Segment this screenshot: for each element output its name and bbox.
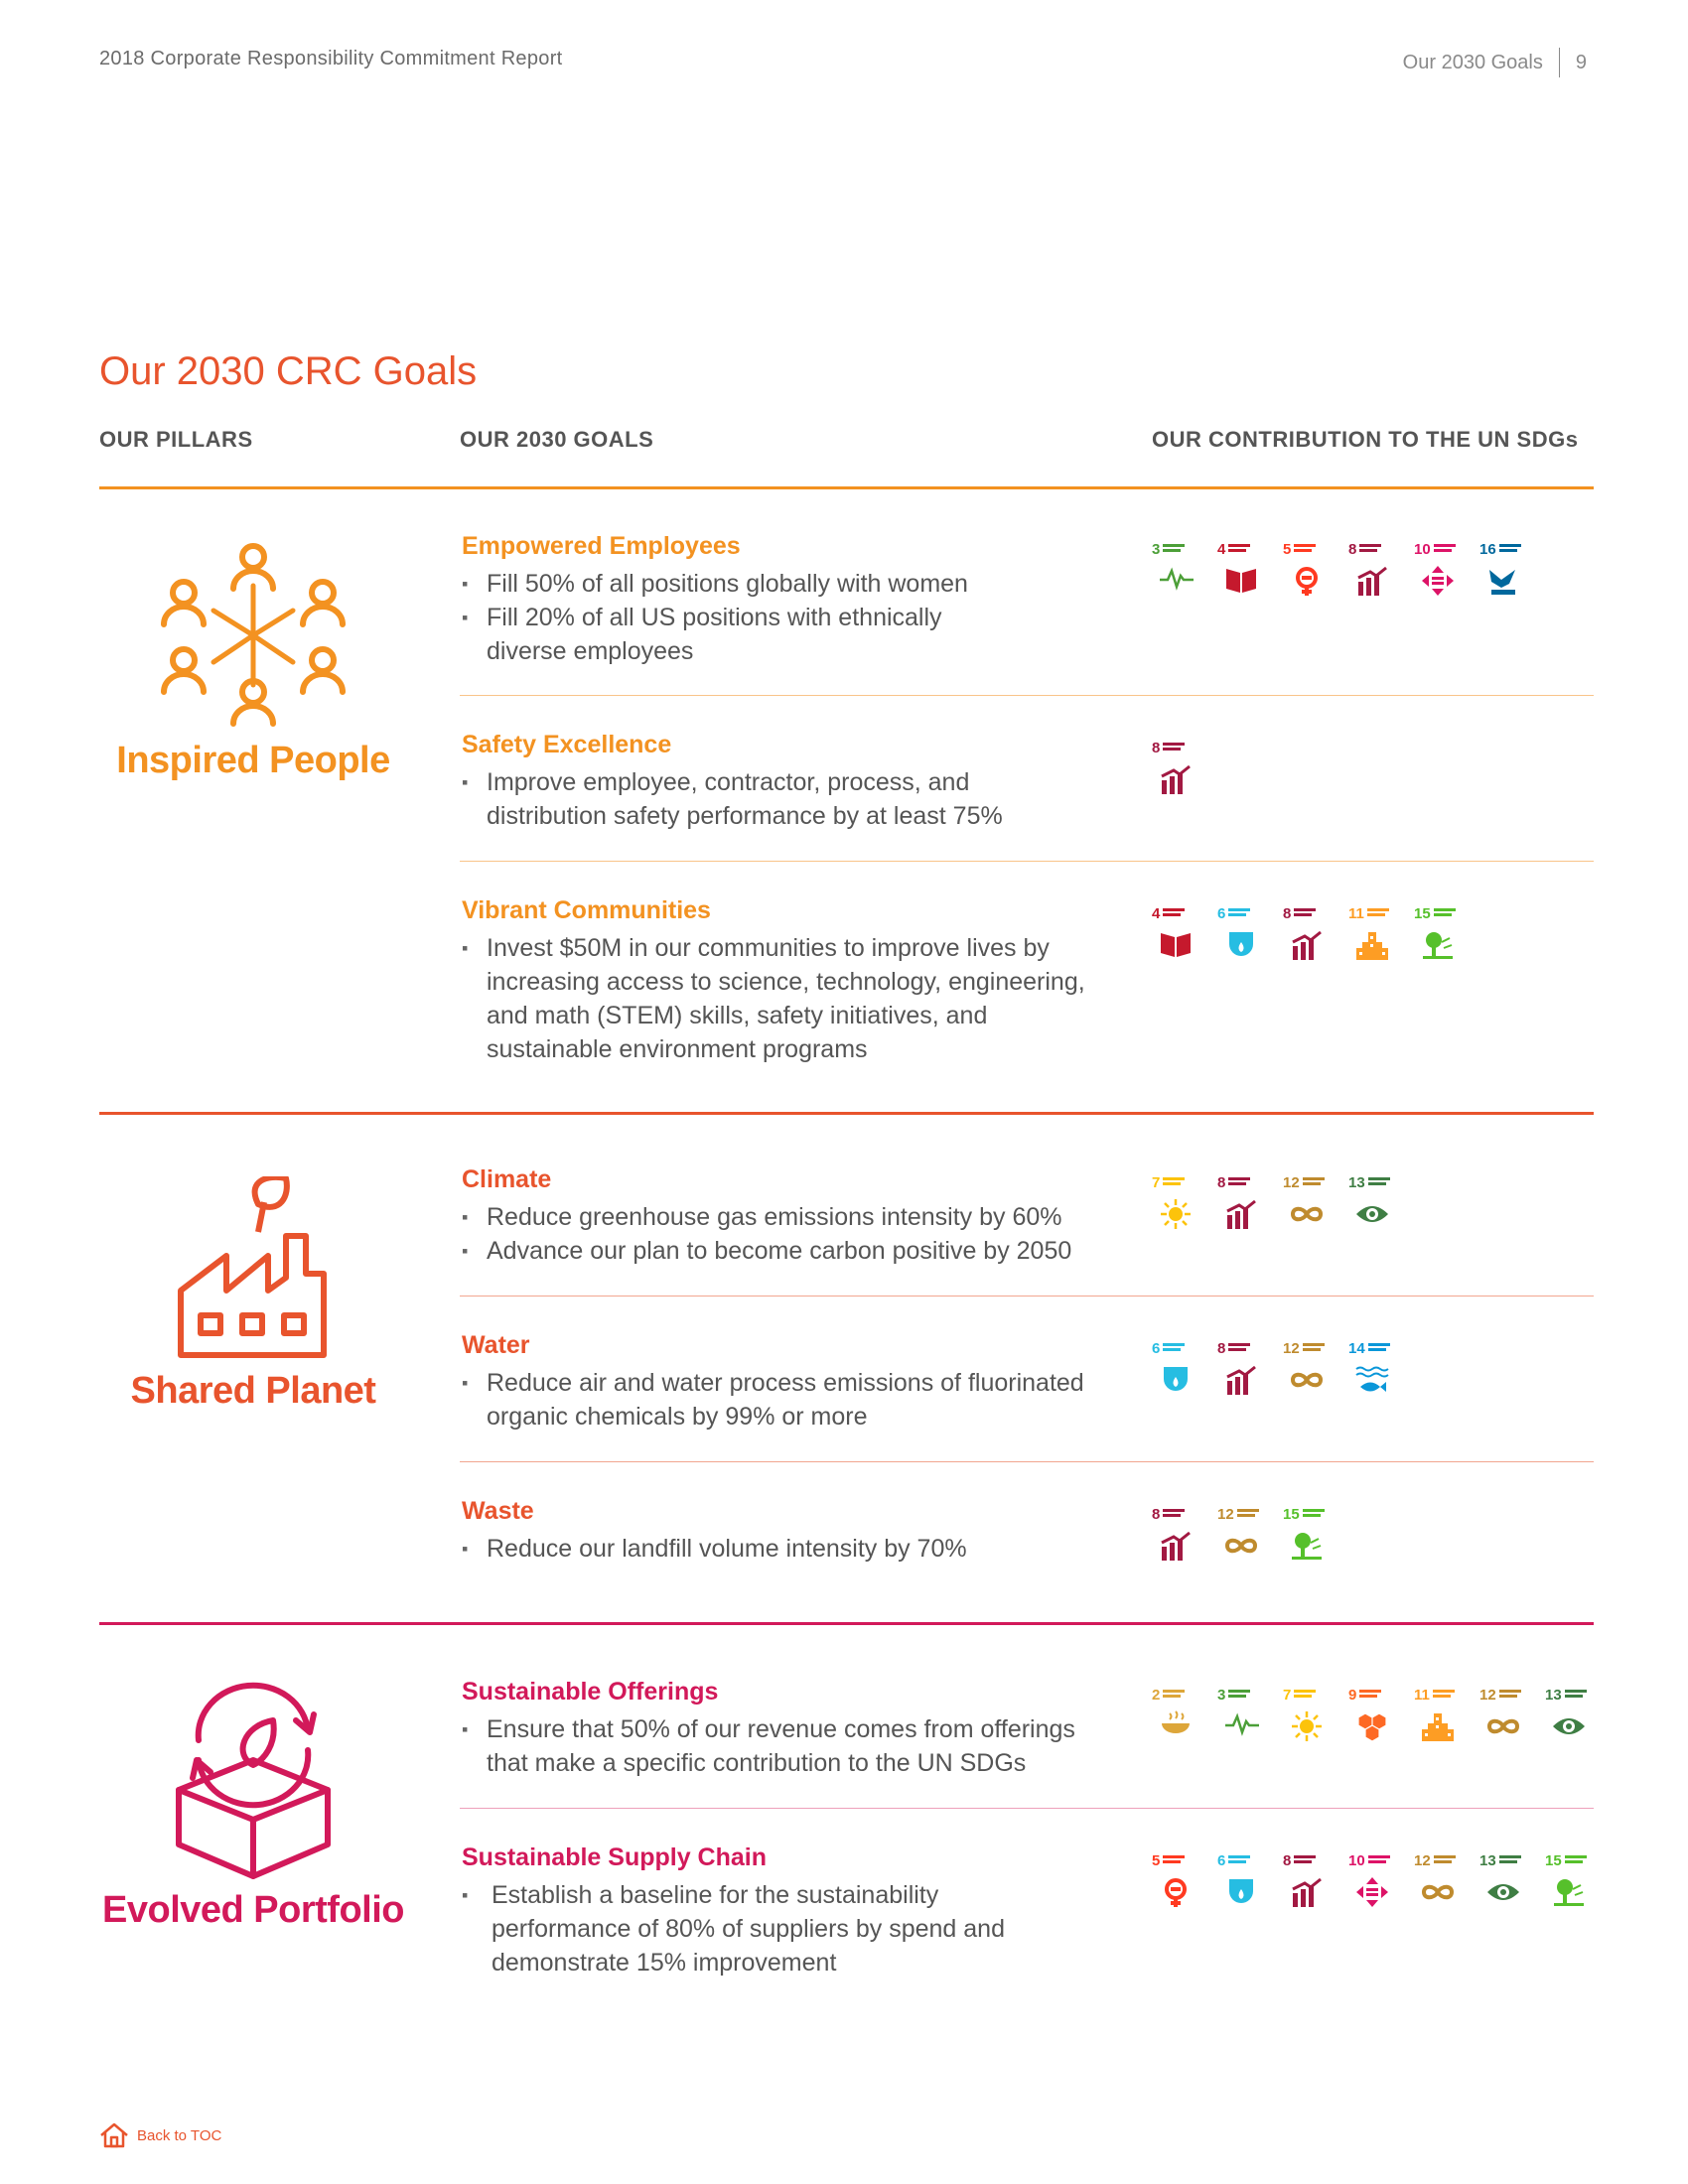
sdg-14-icon: 14 (1348, 1341, 1404, 1397)
sdg-2-icon: 2 (1152, 1688, 1207, 1743)
sdg-13-icon: 13 (1479, 1853, 1535, 1909)
sdg-15-icon: 15 (1283, 1507, 1338, 1563)
goal-bullet: ▪ Advance our plan to become carbon positive by 2050 (462, 1234, 1117, 1268)
pillar-name: Evolved Portfolio (102, 1889, 404, 1931)
sdg-6-icon: 6 (1217, 1853, 1273, 1909)
goal-empowered-employees (462, 532, 1117, 668)
sdg-icons (1152, 542, 1545, 598)
goal-title: Sustainable Supply Chain (462, 1843, 767, 1871)
sdg-icons (1152, 1688, 1611, 1743)
goal-bullet: ▪ Invest $50M in our communities to improve lives by increasing access to science, technology, engineering, and math (STEM) skills, safety initiatives, and sustainable environment programs (462, 931, 1117, 1066)
sdg-8-icon: 8 (1283, 1853, 1338, 1909)
goal-separator (460, 1461, 1594, 1462)
sdg-icons (1152, 741, 1217, 796)
sdg-6-icon: 6 (1217, 906, 1273, 962)
goal-separator (460, 1808, 1594, 1809)
goal-separator (460, 1296, 1594, 1297)
goal-waste (462, 1497, 1117, 1566)
sdg-12-icon: 12 (1414, 1853, 1470, 1909)
section-rule-shared (99, 1112, 1594, 1115)
sdg-8-icon: 8 (1283, 906, 1338, 962)
box-cycle-icon (169, 1681, 338, 1879)
pillar-evolved-portfolio (99, 1681, 407, 1932)
sdg-13-icon: 13 (1348, 1175, 1404, 1231)
sdg-6-icon: 6 (1152, 1341, 1207, 1397)
sdg-icons (1152, 1507, 1348, 1563)
page-number: 9 (1575, 51, 1587, 73)
goal-title: Sustainable Offerings (462, 1678, 719, 1706)
goal-bullet: ▪ Reduce air and water process emissions of fluorinated organic chemicals by 99% or more (462, 1366, 1117, 1433)
sdg-3-icon: 3 (1152, 542, 1207, 598)
goal-bullet: ▪ Reduce greenhouse gas emissions intensity by 60% (462, 1200, 1117, 1234)
pillar-inspired-people (99, 541, 407, 782)
goal-separator (460, 695, 1594, 696)
column-header-pillars: OUR PILLARS (99, 427, 253, 452)
sdg-10-icon: 10 (1414, 542, 1470, 598)
sdg-5-icon: 5 (1152, 1853, 1207, 1909)
goal-vibrant-communities (462, 896, 1117, 1066)
home-icon (99, 2122, 129, 2148)
sdg-4-icon: 4 (1217, 542, 1273, 598)
goal-title: Safety Excellence (462, 731, 672, 758)
goal-bullet: ▪ Reduce our landfill volume intensity by 70% (462, 1532, 1117, 1566)
sdg-7-icon: 7 (1283, 1688, 1338, 1743)
sdg-11-icon: 11 (1348, 906, 1404, 962)
pillar-name: Shared Planet (130, 1370, 376, 1412)
sdg-15-icon: 15 (1414, 906, 1470, 962)
sdg-9-icon: 9 (1348, 1688, 1404, 1743)
goal-bullet: ▪ Establish a baseline for the sustainability performance of 80% of suppliers by spend and demonstrate 15% improvement (462, 1878, 1048, 1979)
goal-title: Climate (462, 1165, 552, 1193)
goal-title: Water (462, 1331, 530, 1359)
sdg-3-icon: 3 (1217, 1688, 1273, 1743)
column-header-sdgs: OUR CONTRIBUTION TO THE UN SDGs (1152, 427, 1579, 452)
goal-title: Waste (462, 1497, 534, 1525)
sdg-16-icon: 16 (1479, 542, 1535, 598)
sdg-11-icon: 11 (1414, 1688, 1470, 1743)
section-rule-evolved (99, 1622, 1594, 1625)
factory-leaf-icon (159, 1176, 348, 1360)
sdg-12-icon: 12 (1217, 1507, 1273, 1563)
goal-bullet: ▪ Improve employee, contractor, process, and distribution safety performance by at least 75% (462, 765, 1057, 833)
sdg-15-icon: 15 (1545, 1853, 1601, 1909)
sdg-icons (1152, 1341, 1414, 1397)
goal-sustainable-supply-chain (462, 1843, 1117, 1979)
sdg-icons (1152, 1175, 1414, 1231)
goal-sustainable-offerings (462, 1678, 1117, 1780)
people-network-icon (154, 541, 352, 730)
sdg-12-icon: 12 (1283, 1175, 1338, 1231)
pillar-name: Inspired People (116, 740, 390, 781)
goal-title: Empowered Employees (462, 532, 741, 560)
sdg-icons (1152, 1853, 1611, 1909)
sdg-8-icon: 8 (1152, 1507, 1207, 1563)
sdg-12-icon: 12 (1479, 1688, 1535, 1743)
sdg-12-icon: 12 (1283, 1341, 1338, 1397)
goal-climate (462, 1165, 1117, 1268)
report-title: 2018 Corporate Responsibility Commitment Report (99, 48, 563, 69)
header-divider (1559, 48, 1560, 77)
back-to-toc-link[interactable] (99, 2122, 221, 2148)
section-rule-inspired (99, 486, 1594, 489)
sdg-8-icon: 8 (1217, 1341, 1273, 1397)
sdg-5-icon: 5 (1283, 542, 1338, 598)
pillar-shared-planet (99, 1176, 407, 1413)
page-title: Our 2030 CRC Goals (99, 349, 478, 393)
goal-bullet: ▪ Ensure that 50% of our revenue comes from offerings that make a specific contribution to the UN SDGs (462, 1712, 1117, 1780)
sdg-10-icon: 10 (1348, 1853, 1404, 1909)
goal-bullet: ▪ Fill 50% of all positions globally with women (462, 567, 1117, 601)
sdg-7-icon: 7 (1152, 1175, 1207, 1231)
back-to-toc-label: Back to TOC (137, 2126, 222, 2144)
sdg-8-icon: 8 (1348, 542, 1404, 598)
goal-bullet: ▪ Fill 20% of all US positions with ethnically diverse employees (462, 601, 988, 668)
goal-safety-excellence (462, 731, 1117, 833)
sdg-8-icon: 8 (1152, 741, 1207, 796)
section-name: Our 2030 Goals (1402, 51, 1543, 73)
page-header-right (1403, 48, 1587, 77)
sdg-icons (1152, 906, 1479, 962)
column-header-goals: OUR 2030 GOALS (460, 427, 654, 452)
goal-title: Vibrant Communities (462, 896, 711, 924)
goal-separator (460, 861, 1594, 862)
sdg-13-icon: 13 (1545, 1688, 1601, 1743)
sdg-8-icon: 8 (1217, 1175, 1273, 1231)
goal-water (462, 1331, 1117, 1433)
sdg-4-icon: 4 (1152, 906, 1207, 962)
